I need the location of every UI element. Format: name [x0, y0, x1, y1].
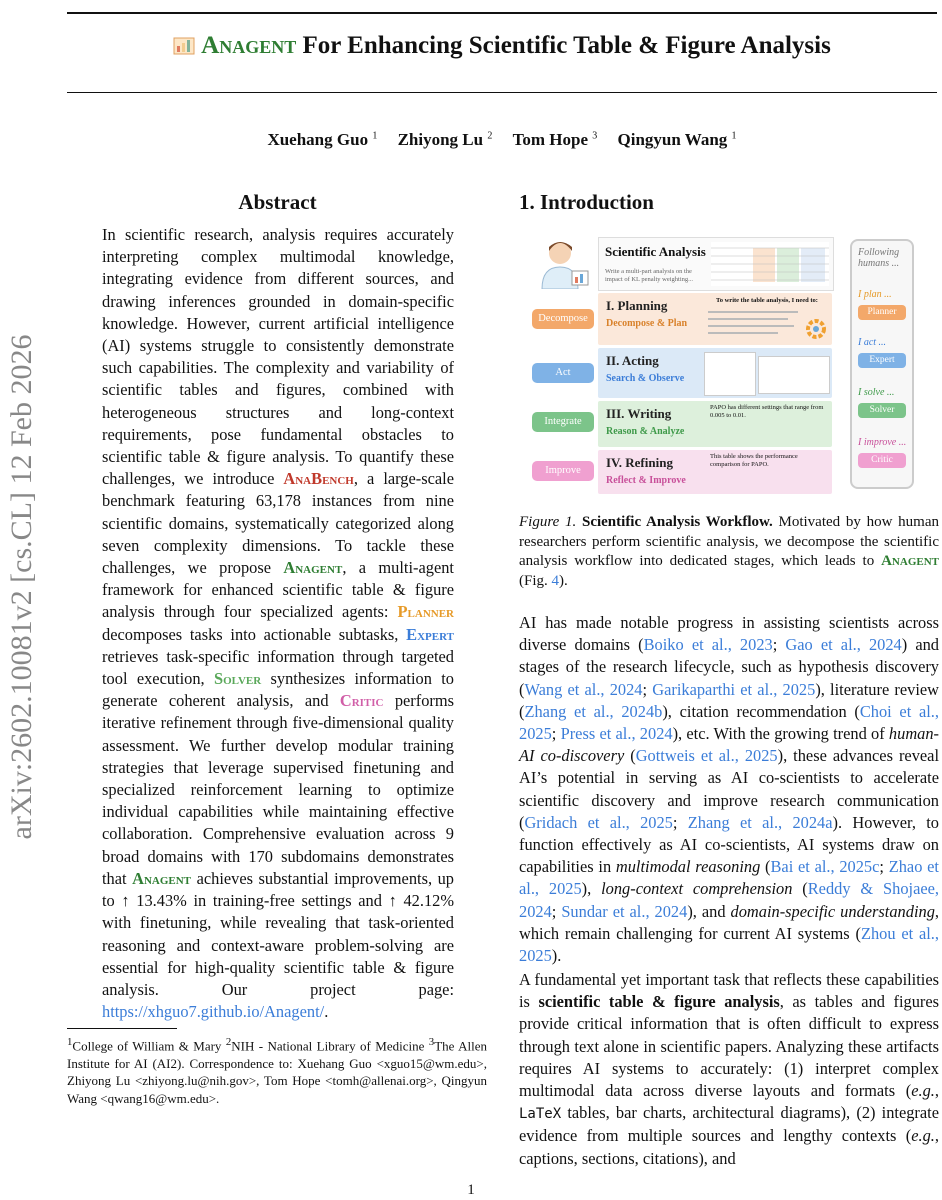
figure-ref-link[interactable]: 4 [551, 572, 560, 589]
intro-paragraph-1 [519, 612, 939, 967]
researcher-icon [532, 239, 592, 289]
citation-link[interactable]: Garikaparthi et al., 2025 [652, 679, 816, 699]
text-run: ), [581, 879, 602, 899]
page-number: 1 [467, 1182, 475, 1198]
emphasis-text: long-context comprehension [601, 879, 793, 899]
figure-1-caption: Figure 1. Scientific Analysis Workflow. Motivated by how human researchers perform scientific analysis, we decompose the scientific analysis workflow into dedicated stages, which leads to Anagent (Fig. 4). [519, 514, 939, 589]
table-thumbnail [711, 242, 829, 286]
citation-link[interactable]: Reddy & Shojaee, 2024 [519, 879, 939, 921]
author-list [67, 130, 937, 150]
introduction-heading: 1. Introduction [519, 190, 654, 214]
text-run: ), literature review ( [519, 679, 940, 721]
citation-link[interactable]: Wang et al., 2024 [524, 679, 643, 699]
text-run: , as tables and figures provide critical information that is often difficult to express through text alone in scientific papers. Analyzing these artifacts requires AI systems to accurately: (1) interpret complex multimodal data across diverse layouts and formats ( [519, 992, 940, 1101]
citation-link[interactable]: Sundar et al., 2024 [561, 901, 688, 921]
intro-paragraph-2 [519, 969, 939, 1170]
top-rule [67, 12, 937, 14]
project-page-link[interactable]: https://xhguo7.github.io/Anagent/ [102, 1002, 325, 1022]
arxiv-stamp: arXiv:2602.10081v2 [cs.CL] 12 Feb 2026 [5, 334, 38, 840]
author: Qingyun Wang $^1$ [617, 130, 737, 149]
expert-badge: Expert [858, 353, 906, 368]
text-run: ; [642, 679, 653, 699]
text-run: , captions, sections, citations), and [519, 1126, 939, 1168]
citation-link[interactable]: Gottweis et al., 2025 [635, 746, 778, 766]
paper-title: Anagent For Enhancing Scientific Table & Figure Analysis [67, 32, 937, 60]
text-run: ). However, to function effectively as AI co-scientists, AI systems draw on capabilities in [519, 812, 940, 877]
figure-header-panel: Scientific Analysis Write a multi-part analysis on the impact of KL penalty weighting... [598, 237, 834, 291]
text-run: ( [624, 746, 636, 766]
text-run: ( [760, 857, 771, 877]
gear-icon [804, 317, 828, 341]
bold-text: scientific table & figure analysis [538, 992, 780, 1012]
text-run: ), and [687, 901, 731, 921]
stage-acting: II. Acting Search & Observe [598, 348, 832, 398]
critic-badge: Critic [858, 453, 906, 468]
text-run: ; [551, 901, 562, 921]
pill-act: Act [532, 363, 594, 383]
solver-badge: Solver [858, 403, 906, 418]
text-run: ; [879, 857, 889, 877]
latex-text: LaTeX [519, 1106, 562, 1123]
text-run: , which remain challenging for current AI systems ( [519, 901, 939, 943]
pill-improve: Improve [532, 461, 594, 481]
figure-1 [528, 237, 912, 497]
text-run: A fundamental yet important task that reflects these capabilities is [519, 970, 939, 1012]
citation-link[interactable]: Zhao et al., 2025 [519, 857, 939, 899]
citation-link[interactable]: Zhang et al., 2024b [524, 701, 663, 721]
text-run: ), citation recommendation ( [662, 701, 860, 721]
text-run: ; [672, 812, 688, 832]
citation-link[interactable]: Gao et al., 2024 [785, 635, 902, 655]
emphasis-text: e.g. [911, 1081, 935, 1101]
citation-link[interactable]: Zhou et al., 2025 [519, 923, 939, 966]
abstract-heading: Abstract [238, 190, 317, 214]
text-run: ; [772, 635, 786, 655]
citation-link[interactable]: Bai et al., 2025c [770, 857, 880, 877]
citation-link[interactable]: Boiko et al., 2023 [643, 635, 773, 655]
text-run: ). [551, 946, 562, 966]
emphasis-text: e.g. [911, 1126, 935, 1146]
text-run: tables, bar charts, architectural diagrams), (2) integrate evidence from multiple sources and lengthy contexts ( [519, 1103, 939, 1146]
planner-badge: Planner [858, 305, 906, 320]
agent-side-panel: Following humans ... I plan ... Planner I act ... Expert I solve ... Solver I improve ... Critic [850, 239, 914, 489]
title-rule [67, 92, 937, 93]
citation-link[interactable]: Press et al., 2024 [560, 724, 673, 744]
stage-planning: I. Planning Decompose & Plan To write the table analysis, I need to: [598, 293, 832, 345]
emphasis-text: human-AI co-discovery [519, 724, 939, 766]
text-run: ), these advances reveal AI’s potential in serving as AI co-scientists to accelerate scientific discovery and improve research communication ( [519, 746, 939, 832]
abstract-body: In scientific research, analysis requires accurately interpreting complex multimodal knowledge, integrating evidence from different sources, and drawing inferences grounded in domain-specific knowledge. However, current artificial intelligence (AI) systems struggle to consistently demonstrate such capabilities. The complexity and variability of scientific tables and figures, combined with heterogeneous structures and long-context requirements, pose fundamental obstacles to scientific table & figure analysis. To quantify these challenges, we introduce AnaBench, a large-scale benchmark featuring 63,178 instances from nine scientific domains, systematically categorized along seven complexity dimensions. To tackle these challenges, we propose Anagent, a multi-agent framework for enhanced scientific table & figure analysis through four specialized agents: Planner decomposes tasks into actionable subtasks, Expert retrieves task-specific information through targeted tool execution, Solver synthesizes information to generate coherent analysis, and Critic performs iterative refinement through five-dimensional quality assessment. We further develop modular training strategies that leverage supervised finetuning and specialized reinforcement learning to optimize individual capabilities while maintaining effective collaboration. Comprehensive evaluation across 9 broad domains with 170 subdomains demonstrates that Anagent achieves substantial improvements, up to ↑ 13.43% in training-free settings and ↑ 42.12% with finetuning, while revealing that task-oriented reasoning and context-aware problem-solving are essential for high-quality scientific table & figure analysis. Our project page: https://xhguo7.github.io/Anagent/. [102, 225, 455, 1022]
observe-thumbnail [758, 356, 830, 394]
search-thumbnail [704, 352, 756, 396]
pill-decompose: Decompose [532, 309, 594, 329]
text-run: AI has made notable progress in assisting scientists across diverse domains ( [519, 613, 939, 655]
emphasis-text: domain-specific understanding [730, 901, 935, 921]
author: Tom Hope $^3$ [512, 130, 598, 149]
citation-link[interactable]: Choi et al., 2025 [519, 701, 939, 744]
anagent-logo-icon [173, 34, 195, 56]
pill-integrate: Integrate [532, 412, 594, 432]
emphasis-text: multimodal reasoning [615, 857, 761, 877]
stage-refining: IV. Refining Reflect & Improve This table shows the performance comparison for PAPO. [598, 450, 832, 494]
stage-writing: III. Writing Reason & Analyze PAPO has different settings that range from 0.005 to 0.01. [598, 401, 832, 447]
author: Zhiyong Lu $^2$ [397, 130, 493, 149]
author: Xuehang Guo $^1$ [267, 130, 378, 149]
citation-link[interactable]: Zhang et al., 2024a [687, 812, 833, 832]
text-run: ) and stages of the research lifecycle, such as hypothesis discovery ( [519, 635, 940, 699]
citation-link[interactable]: Gridach et al., 2025 [524, 812, 673, 832]
footnote-rule [67, 1028, 177, 1029]
text-run: , [934, 1081, 939, 1101]
affiliations-footnote: $^1$College of William & Mary $^2$NIH - National Library of Medicine $^3$The Allen Institute for AI (AI2). Correspondence to: Xuehang Guo <xguo15@wm.edu>, Zhiyong Lu <zhiyong.lu@nih.gov>, Tom Hope <tomh@allenai.org>, Qingyun Wang <qwang16@wm.edu>. [67, 1036, 487, 1106]
text-run: ), etc. With the growing trend of [672, 724, 889, 744]
text-run: ; [551, 724, 561, 744]
text-run: ( [792, 879, 808, 899]
